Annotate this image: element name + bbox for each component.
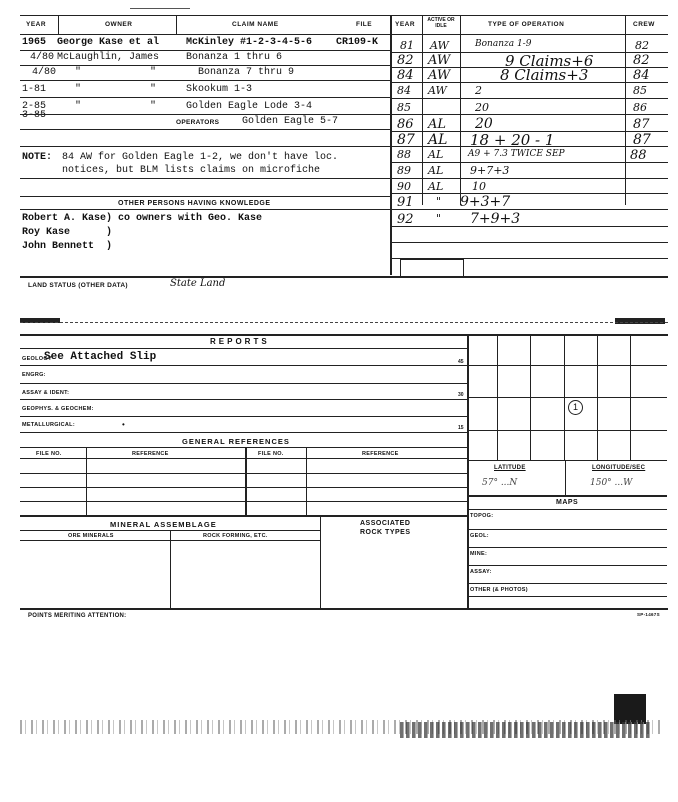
geology-value: See Attached Slip: [44, 351, 157, 363]
activity-status: AW: [428, 84, 447, 97]
scale-15: 15: [458, 425, 464, 431]
activity-status: AL: [428, 164, 444, 177]
claim-owner-ditto: ": [150, 67, 157, 78]
persons-header: OTHER PERSONS HAVING KNOWLEDGE: [118, 200, 271, 207]
maps-title: MAPS: [556, 499, 579, 506]
scale-45: 45: [458, 359, 464, 365]
geology-label: GEOLOGY: [22, 356, 52, 362]
maps-assay: ASSAY:: [470, 569, 492, 575]
person-line: John Bennett ): [22, 241, 113, 252]
points-meriting-attention: POINTS MERITING ATTENTION:: [28, 613, 127, 619]
refs-reference: REFERENCE: [132, 451, 169, 457]
header-crew: CREW: [633, 21, 655, 28]
scale-30: 30: [458, 392, 464, 398]
activity-year: 84: [397, 68, 414, 83]
scan-artifact: [400, 722, 650, 738]
note-line-2: notices, but BLM lists claims on microfiche: [62, 165, 321, 176]
claim-name: Bonanza 7 thru 9: [198, 67, 295, 78]
note-line-1: 84 AW for Golden Eagle 1-2, we don't have loc.: [62, 152, 339, 163]
activity-crew: 87: [633, 132, 651, 148]
scan-mark: [615, 318, 665, 324]
grid-location-marker: 1: [568, 400, 583, 415]
activity-crew: 86: [633, 101, 647, 114]
activity-crew: 88: [630, 148, 647, 163]
claim-owner-ditto: ": [75, 84, 82, 95]
note-label: NOTE:: [22, 152, 53, 163]
activity-status: AL: [428, 117, 447, 132]
geophys-label: GEOPHYS. & GEOCHEM:: [22, 406, 94, 412]
claim-owner: George Kase et al: [57, 37, 160, 48]
header-year-activity: YEAR: [395, 21, 416, 28]
maps-other: OTHER (& PHOTOS): [470, 587, 528, 593]
activity-year: 85: [397, 101, 411, 114]
maps-topog: TOPOG:: [470, 513, 494, 519]
assay-label: ASSAY & IDENT:: [22, 390, 70, 396]
activity-operation: 7+9+3: [470, 211, 521, 227]
blank-box: [400, 259, 464, 277]
activity-operation: 8 Claims+3: [500, 66, 589, 84]
activity-crew: 85: [633, 84, 647, 97]
header-owner: OWNER: [105, 21, 133, 28]
ore-minerals-label: ORE MINERALS: [68, 533, 114, 539]
activity-status: AL: [428, 180, 444, 193]
claim-owner-ditto: ": [75, 101, 82, 112]
claim-owner-ditto: ": [75, 67, 82, 78]
scan-artifact: [130, 8, 190, 9]
associated-label: ASSOCIATED: [360, 520, 411, 527]
activity-status: ": [436, 195, 442, 208]
activity-year: 89: [397, 164, 411, 177]
latitude-value: 57° ...N: [482, 478, 518, 488]
refs-file-no: FILE NO.: [36, 451, 62, 457]
longitude-value: 150° ...W: [590, 478, 633, 488]
claim-name: Golden Eagle Lode 3-4: [186, 101, 313, 112]
engrg-label: ENGRG:: [22, 372, 46, 378]
refs-file-no-2: FILE NO.: [258, 451, 284, 457]
longitude-label: LONGITUDE/SEC: [592, 465, 646, 471]
header-file: FILE: [356, 21, 373, 28]
activity-status: AW: [428, 53, 451, 68]
activity-operation: 20: [475, 101, 489, 114]
rock-forming-label: ROCK FORMING, ETC.: [203, 533, 268, 539]
claim-name: Skookum 1-3: [186, 84, 253, 95]
claim-name: McKinley #1-2-3-4-5-6: [186, 37, 313, 48]
claim-year: 2-85: [22, 101, 47, 112]
activity-operation: 2: [475, 84, 482, 97]
claim-year: 1965: [22, 37, 47, 48]
activity-crew: 82: [635, 39, 649, 52]
activity-operation: 9+7+3: [470, 164, 510, 177]
activity-crew: 82: [633, 53, 650, 68]
claim-name: Bonanza 1 thru 6: [186, 52, 283, 63]
latitude-label: LATITUDE: [494, 465, 526, 471]
activity-year: 86: [397, 117, 414, 132]
metallurgical-mark: •: [122, 420, 125, 429]
activity-operation: 10: [472, 180, 486, 193]
claim-name: Golden Eagle 5-7: [242, 116, 339, 127]
activity-year: 82: [397, 53, 414, 68]
activity-year: 88: [397, 148, 411, 161]
form-number: SP-1467S: [637, 612, 660, 617]
activity-operation: Bonanza 1-9: [475, 39, 532, 49]
maps-geol: GEOL:: [470, 533, 489, 539]
claim-year: 3-85: [22, 110, 47, 121]
activity-status: ": [436, 212, 442, 225]
activity-year: 81: [400, 39, 414, 52]
activity-crew: 87: [633, 117, 650, 132]
activity-operation: 9+3+7: [460, 194, 511, 210]
activity-operation: 18 + 20 - 1: [470, 131, 555, 149]
activity-status: AW: [430, 39, 449, 52]
claim-owner-ditto: ": [150, 101, 157, 112]
maps-mine: MINE:: [470, 551, 488, 557]
header-claim-name: CLAIM NAME: [232, 21, 279, 28]
metallurgical-label: METALLURGICAL:: [22, 422, 75, 428]
activity-year: 84: [397, 84, 411, 97]
claim-owner: McLaughlin, James: [57, 52, 160, 63]
operators-label: OPERATORS: [176, 119, 220, 126]
person-line: Robert A. Kase) co owners with Geo. Kase: [22, 213, 263, 224]
activity-status: AL: [428, 148, 444, 161]
header-active-or-idle: ACTIVE OR IDLE: [427, 17, 455, 29]
activity-status: AW: [428, 68, 451, 83]
activity-operation: 9 Claims+6: [505, 52, 594, 70]
claim-year: 1-81: [22, 84, 47, 95]
refs-reference-2: REFERENCE: [362, 451, 399, 457]
activity-operation: A9 + 7.3 TWICE SEP: [468, 149, 565, 159]
activity-year: 87: [397, 132, 415, 148]
claim-file: CR109-K: [336, 37, 379, 48]
activity-crew: 84: [633, 68, 650, 83]
claim-owner-ditto: ": [150, 84, 157, 95]
rock-types-label: ROCK TYPES: [360, 529, 411, 536]
header-type-of-operation: TYPE OF OPERATION: [488, 21, 565, 28]
claim-year: 4/80: [30, 52, 55, 63]
activity-year: 90: [397, 180, 411, 193]
claim-year: 4/80: [32, 67, 57, 78]
land-status-value: State Land: [170, 278, 226, 289]
person-line: Roy Kase ): [22, 227, 113, 238]
activity-year: 91: [397, 195, 414, 210]
land-status-label: LAND STATUS (OTHER DATA): [28, 282, 128, 289]
mineral-title: MINERAL ASSEMBLAGE: [110, 520, 217, 529]
activity-year: 92: [397, 212, 414, 227]
general-refs-title: GENERAL REFERENCES: [182, 437, 290, 446]
activity-status: AL: [428, 132, 448, 148]
header-year: YEAR: [26, 21, 47, 28]
activity-operation: 20: [475, 116, 493, 132]
reports-title: REPORTS: [210, 337, 270, 346]
